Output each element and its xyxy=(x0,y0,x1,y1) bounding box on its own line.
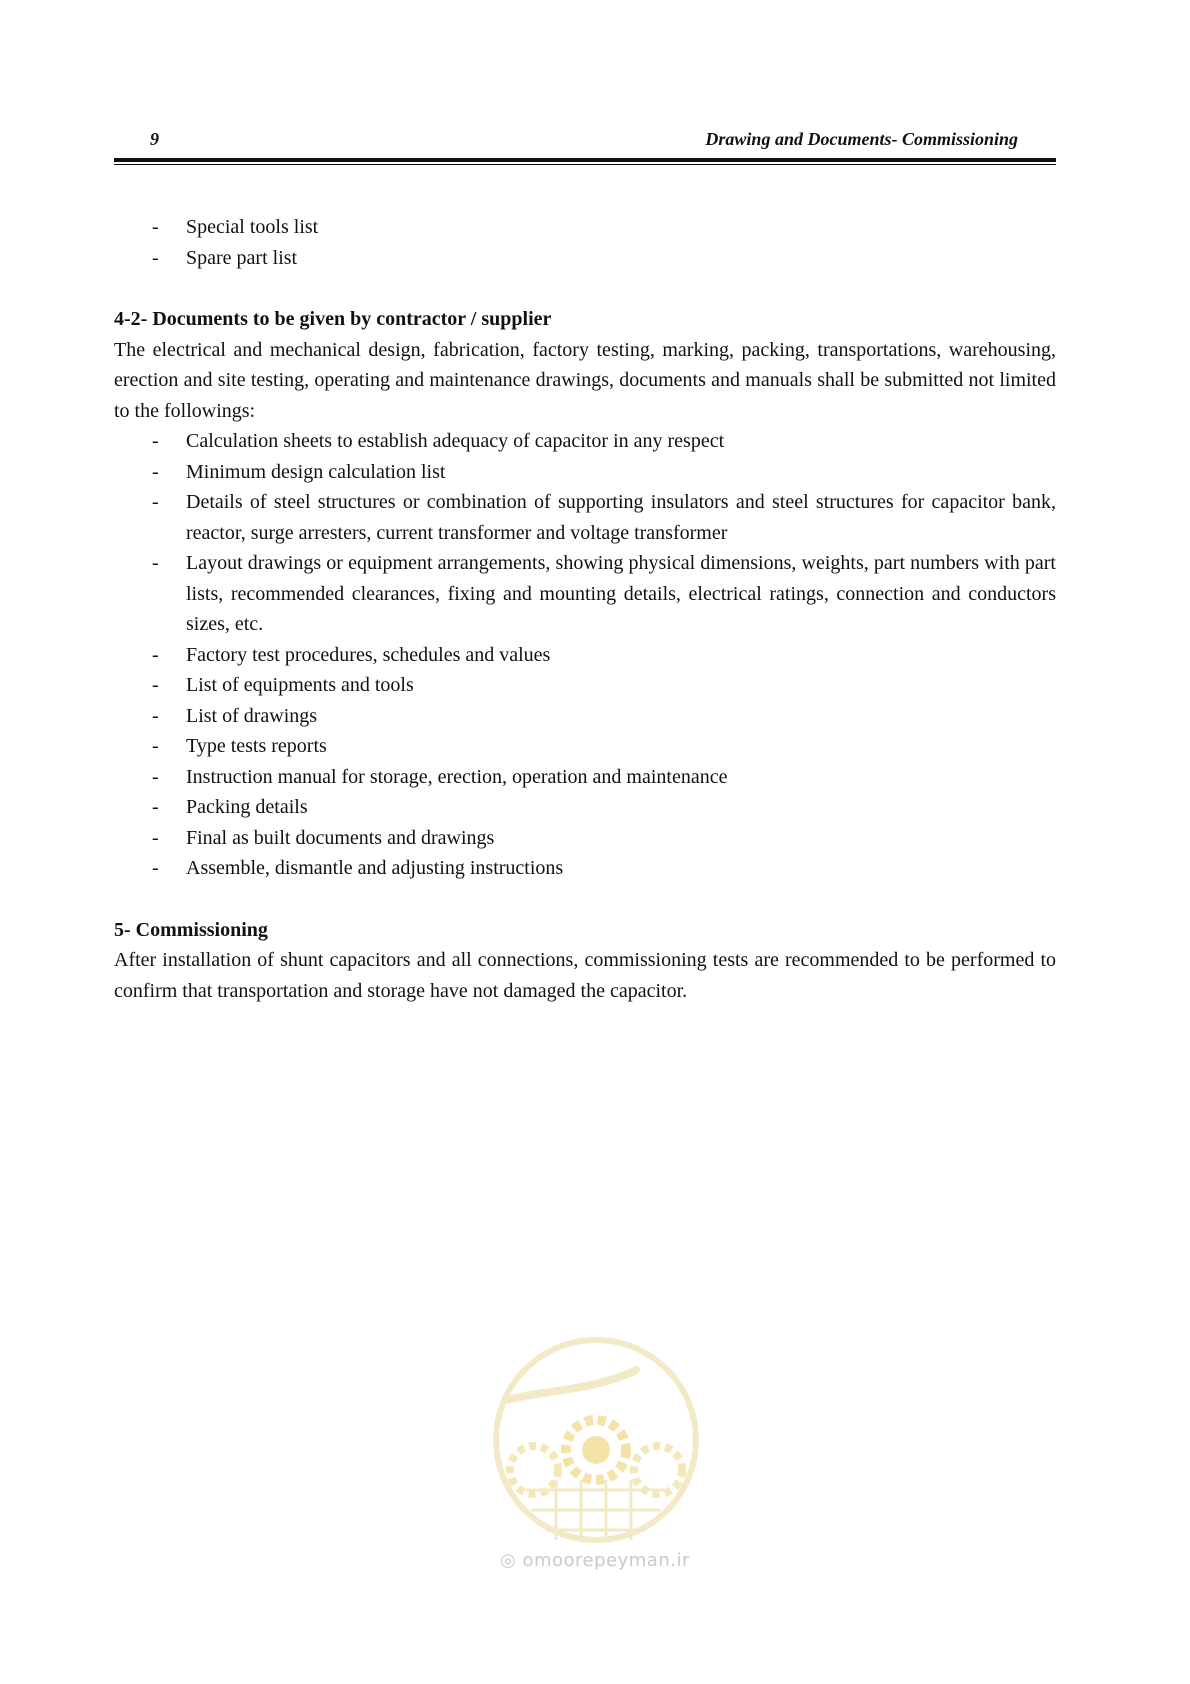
list-item xyxy=(114,243,1056,274)
list-item xyxy=(114,426,1056,457)
documents-list xyxy=(114,426,1056,884)
list-dash-marker: - xyxy=(152,704,159,727)
list-item-text: Minimum design calculation list xyxy=(186,460,446,483)
list-item-text: Special tools list xyxy=(186,216,319,238)
list-item-text: Spare part list xyxy=(186,246,298,269)
list-item xyxy=(114,731,1056,762)
section-5-body: After installation of shunt capacitors and all connections, commissioning tests are recommended to be performed to confirm that transportation and storage have not damaged the capacitor. xyxy=(114,949,1056,1002)
watermark-site xyxy=(500,1550,690,1571)
list-dash-marker: - xyxy=(152,674,159,696)
list-item-text: Packing details xyxy=(186,796,308,818)
list-dash-marker: - xyxy=(152,826,159,849)
list-item-text: Factory test procedures, schedules and values xyxy=(186,643,551,666)
list-item-text: Type tests reports xyxy=(186,735,327,757)
list-item-text: Final as built documents and drawings xyxy=(186,826,495,849)
watermark-site-text: omoorepeyman.ir xyxy=(522,1550,690,1571)
list-dash-marker: - xyxy=(152,460,159,483)
list-dash-marker: - xyxy=(152,430,159,452)
list-item-text: Layout drawings or equipment arrangements, showing physical dimensions, weights, part numbers with part lists, recommended clearances, fixing and mounting details, electrical ratings, connection and conductors sizes, etc. xyxy=(186,552,1056,635)
page-content xyxy=(114,212,1056,1006)
list-item xyxy=(114,640,1056,671)
list-item xyxy=(114,457,1056,488)
list-dash-marker: - xyxy=(152,216,159,238)
list-item-text: List of drawings xyxy=(186,704,318,727)
list-item xyxy=(114,670,1056,701)
list-item xyxy=(114,823,1056,854)
list-item xyxy=(114,792,1056,823)
list-dash-marker: - xyxy=(152,643,159,666)
list-dash-marker: - xyxy=(152,552,159,574)
list-dash-marker: - xyxy=(152,491,159,513)
list-item-text: Instruction manual for storage, erection, operation and maintenance xyxy=(186,765,728,788)
list-dash-marker: - xyxy=(152,857,159,879)
list-dash-marker: - xyxy=(152,735,159,757)
watermark-logo xyxy=(486,1330,706,1580)
section-4-2-heading: 4-2- Documents to be given by contractor / supplier xyxy=(114,308,552,330)
list-item-text: Assemble, dismantle and adjusting instructions xyxy=(186,857,564,879)
list-item xyxy=(114,212,1056,243)
section-5-heading: 5- Commissioning xyxy=(114,918,268,941)
page-header xyxy=(114,125,1056,155)
section-4-2-intro: The electrical and mechanical design, fabrication, factory testing, marking, packing, transportations, warehousing, erection and site testing, operating and maintenance drawings, documents and manuals shall be submitted not limited to the followings: xyxy=(114,338,1056,422)
list-item-text: List of equipments and tools xyxy=(186,674,414,696)
list-dash-marker: - xyxy=(152,246,159,269)
list-item-text: Calculation sheets to establish adequacy of capacitor in any respect xyxy=(186,430,725,452)
list-dash-marker: - xyxy=(152,796,159,818)
globe-icon: ◎ xyxy=(500,1550,517,1571)
page-number: 9 xyxy=(150,129,159,149)
list-item xyxy=(114,762,1056,793)
list-item xyxy=(114,853,1056,884)
list-item xyxy=(114,701,1056,732)
header-rule-thin xyxy=(114,164,1056,165)
running-title: Drawing and Documents- Commissioning xyxy=(705,129,1018,149)
list-item-text: Details of steel structures or combination of supporting insulators and steel structures for capacitor bank, reactor, surge arresters, current transformer and voltage transformer xyxy=(186,491,1056,544)
header-rule-thick xyxy=(114,158,1056,162)
continued-list xyxy=(114,212,1056,273)
list-dash-marker: - xyxy=(152,765,159,788)
list-item xyxy=(114,487,1056,548)
list-item xyxy=(114,548,1056,640)
